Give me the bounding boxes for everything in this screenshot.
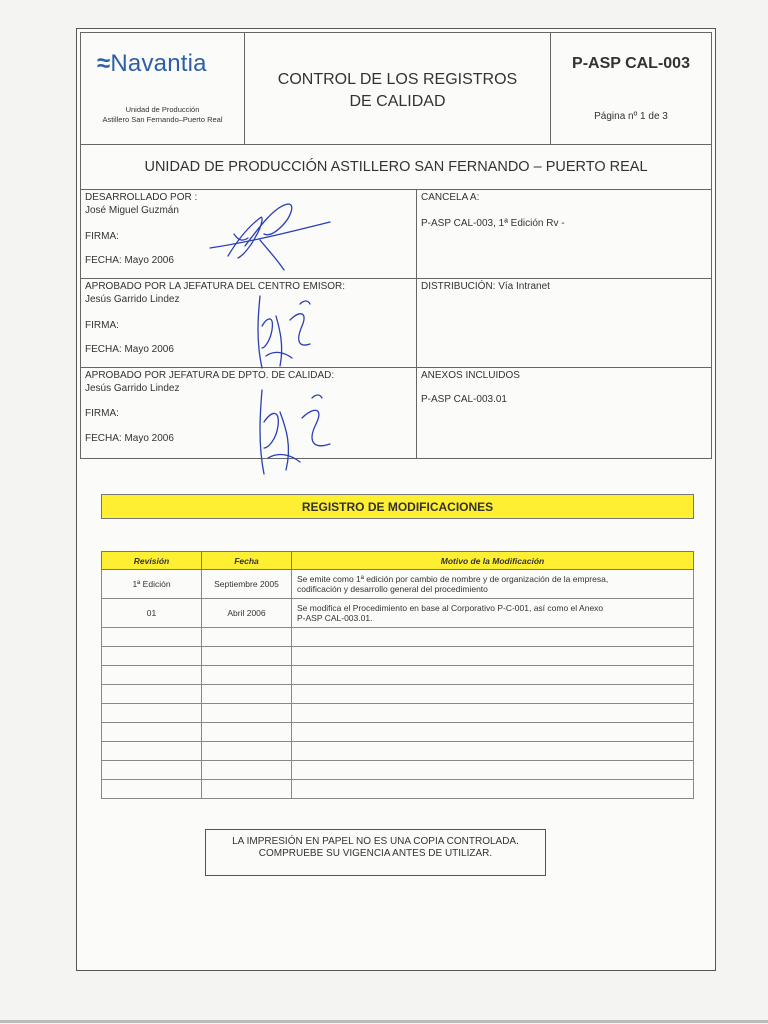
empty-table-row [102, 780, 694, 799]
column-header-fecha: Fecha [202, 552, 292, 570]
logo-text: Navantia [110, 50, 207, 77]
scan-edge-divider [0, 1020, 768, 1023]
approved-center-firma: FIRMA: [85, 320, 119, 331]
table-row [102, 570, 694, 599]
document-code: P-ASP CAL-003 [572, 55, 690, 72]
modifications-table [101, 551, 694, 799]
developed-by-cell [80, 190, 417, 279]
controlled-copy-notice [205, 829, 546, 876]
motivo-line-2: P-ASP CAL-003.01. [297, 613, 373, 623]
document-title-line-1: CONTROL DE LOS REGISTROS [277, 71, 518, 88]
distribution-cell [417, 279, 712, 368]
approved-center-cell [80, 279, 417, 368]
approved-center-heading: APROBADO POR LA JEFATURA DEL CENTRO EMISOR: [85, 281, 346, 292]
cancels-value: P-ASP CAL-003, 1ª Edición Rv - [421, 218, 565, 229]
developed-by-heading: DESARROLLADO POR : [85, 192, 198, 203]
fecha-cell: Septiembre 2005 [202, 570, 292, 599]
motivo-cell [292, 570, 694, 599]
developed-by-name: José Miguel Guzmán [85, 205, 179, 216]
motivo-cell [292, 599, 694, 628]
motivo-line-1: Se emite como 1ª edición por cambio de nombre y de organización de la empresa, [297, 574, 609, 584]
annexes-value: P-ASP CAL-003.01 [421, 394, 507, 405]
column-header-motivo: Motivo de la Modificación [292, 552, 694, 570]
motivo-line-1: Se modifica el Procedimiento en base al Corporativo P-C-001, así como el Anexo [297, 603, 604, 613]
cancels-cell [417, 190, 712, 279]
modifications-banner: REGISTRO DE MODIFICACIONES [101, 494, 694, 519]
revision-cell: 01 [102, 599, 202, 628]
document-title [245, 69, 550, 113]
fecha-cell: Abril 2006 [202, 599, 292, 628]
approved-quality-name: Jesús Garrido Lindez [85, 383, 180, 394]
developed-by-firma: FIRMA: [85, 231, 119, 242]
cancels-heading: CANCELA A: [421, 192, 480, 203]
approved-quality-fecha: FECHA: Mayo 2006 [85, 433, 174, 444]
empty-table-row [102, 628, 694, 647]
empty-table-row [102, 704, 694, 723]
annexes-cell [417, 368, 712, 459]
empty-table-row [102, 761, 694, 780]
logo-subtitle-line-2: Astillero San Fernando–Puerto Real [102, 115, 223, 124]
navantia-logo [97, 50, 207, 78]
approved-quality-cell [80, 368, 417, 459]
code-cell [550, 32, 712, 145]
title-cell [245, 32, 550, 145]
wave-logo-icon: ≈ [97, 50, 111, 77]
empty-table-row [102, 666, 694, 685]
motivo-line-2: codificación y desarrollo general del procedimiento [297, 584, 488, 594]
annexes-heading: ANEXOS INCLUIDOS [421, 370, 520, 381]
approved-center-name: Jesús Garrido Lindez [85, 294, 180, 305]
distribution-heading: DISTRIBUCIÓN: Vía Intranet [421, 281, 550, 292]
empty-table-row [102, 742, 694, 761]
approved-quality-heading: APROBADO POR JEFATURA DE DPTO. DE CALIDAD: [85, 370, 335, 381]
notice-line-2: COMPRUEBE SU VIGENCIA ANTES DE UTILIZAR. [258, 848, 493, 859]
approved-center-fecha: FECHA: Mayo 2006 [85, 344, 174, 355]
unit-title: UNIDAD DE PRODUCCIÓN ASTILLERO SAN FERNANDO – PUERTO REAL [80, 145, 712, 190]
document-title-line-2: DE CALIDAD [349, 93, 446, 110]
revision-cell: 1ª Edición [102, 570, 202, 599]
logo-subtitle [81, 105, 244, 125]
logo-subtitle-line-1: Unidad de Producción [125, 105, 200, 114]
page-number: Página nº 1 de 3 [594, 111, 668, 122]
table-row [102, 599, 694, 628]
logo-cell [80, 32, 245, 145]
empty-table-row [102, 723, 694, 742]
column-header-revision: Revisión [102, 552, 202, 570]
notice-line-1: LA IMPRESIÓN EN PAPEL NO ES UNA COPIA CONTROLADA. [232, 836, 519, 847]
approved-quality-firma: FIRMA: [85, 408, 119, 419]
table-header-row [102, 552, 694, 570]
empty-table-row [102, 685, 694, 704]
developed-by-fecha: FECHA: Mayo 2006 [85, 255, 174, 266]
empty-table-row [102, 647, 694, 666]
